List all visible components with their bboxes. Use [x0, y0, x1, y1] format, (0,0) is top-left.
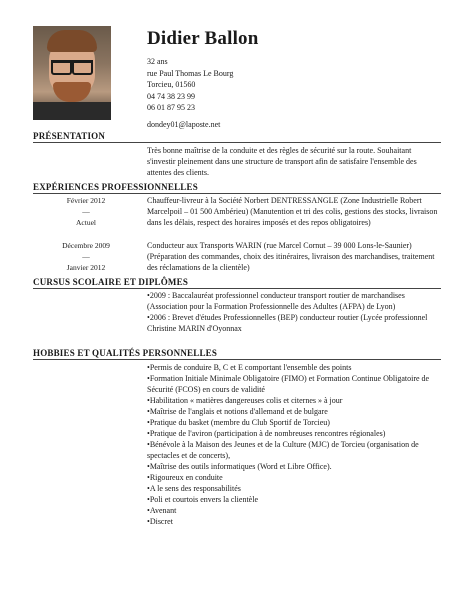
- section-title-experience: EXPÉRIENCES PROFESSIONNELLES: [33, 182, 441, 194]
- experience-1-description: Chauffeur-livreur à la Société Norbert DENTRESSANGLE (Zone Industrielle Robert Marcelpoil – 01 500 Ambérieu) (Manutention et tri des colis, gestions des stocks, livraison dans les délais, respect des horaires imposés et des repos obligatoires): [147, 196, 438, 227]
- hobby-item: • Pratique du basket (membre du Club Sportif de Torcieu): [147, 417, 439, 428]
- address-line-2: Torcieu, 01560: [147, 80, 196, 90]
- hobby-item: • Bénévole à la Maison des Jeunes et de la Culture (MJC) de Torcieu (organisation de spectacles et de concerts),: [147, 439, 439, 461]
- hobby-item: • Habilitation « matières dangereuses colis et citernes » à jour: [147, 395, 439, 406]
- hobby-item: • Formation Initiale Minimale Obligatoire (FIMO) et Formation Continue Obligatoire de Sécurité (FCOS) en cours de validité: [147, 373, 439, 395]
- education-list: [147, 290, 439, 334]
- education-item: • 2009 : Baccalauréat professionnel conducteur transport routier de marchandises (Association pour la Formation Professionnelle des Adultes (AFPA) de Lyon): [147, 290, 439, 312]
- hobby-item: • A le sens des responsabilités: [147, 483, 439, 494]
- experience-2-date-sep: —: [82, 252, 90, 261]
- phone-mobile: 06 01 87 95 23: [147, 103, 195, 113]
- experience-2-description: Conducteur aux Transports WARIN (rue Marcel Cornut – 39 000 Lons-le-Saunier) (Préparation des commandes, choix des itinéraires, livraison des marchandises, traitement des réclamations de la clientèle): [147, 241, 435, 272]
- hobby-item: • Pratique de l'aviron (participation à de nombreuses rencontres régionales): [147, 428, 439, 439]
- presentation-text: Très bonne maîtrise de la conduite et des règles de sécurité sur la route. Souhaitant s'investir pleinement dans une structure de transport afin de satisfaire l'ensemble des attentes des clients.: [147, 146, 417, 177]
- hobby-item: • Avenant: [147, 505, 439, 516]
- experience-2-dates: [33, 240, 139, 273]
- address-line-1: rue Paul Thomas Le Bourg: [147, 68, 234, 78]
- experience-1-date-end: Actuel: [76, 218, 96, 227]
- experience-1-dates: [33, 195, 139, 228]
- education-item: • 2006 : Brevet d'études Professionnelles (BEP) conducteur routier (Lycée professionnel Christine MARIN d'Oyonnax: [147, 312, 439, 334]
- hobby-item: • Discret: [147, 516, 439, 527]
- phone-landline: 04 74 38 23 99: [147, 91, 195, 101]
- hobby-item: • Rigoureux en conduite: [147, 472, 439, 483]
- email-address: dondey01@laposte.net: [147, 119, 221, 129]
- profile-photo: [33, 26, 111, 120]
- section-title-presentation: PRÉSENTATION: [33, 131, 441, 143]
- candidate-name: Didier Ballon: [147, 28, 259, 49]
- hobby-item: • Permis de conduire B, C et E comportant l'ensemble des points: [147, 362, 439, 373]
- experience-2-date-start: Décembre 2009: [62, 241, 110, 250]
- experience-1-date-sep: —: [82, 207, 90, 216]
- hobby-item: • Poli et courtois envers la clientèle: [147, 494, 439, 505]
- section-title-hobbies: HOBBIES ET QUALITÉS PERSONNELLES: [33, 348, 441, 360]
- age: 32 ans: [147, 57, 168, 66]
- hobby-item: • Maîtrise des outils informatiques (Word et Libre Office).: [147, 461, 439, 472]
- hobbies-list: [147, 362, 439, 527]
- section-title-education: CURSUS SCOLAIRE ET DIPLÔMES: [33, 277, 441, 289]
- experience-1-date-start: Février 2012: [66, 196, 106, 205]
- contact-info: [147, 56, 233, 131]
- experience-2-date-end: Janvier 2012: [66, 263, 106, 272]
- hobby-item: • Maîtrise de l'anglais et notions d'allemand et de bulgare: [147, 406, 439, 417]
